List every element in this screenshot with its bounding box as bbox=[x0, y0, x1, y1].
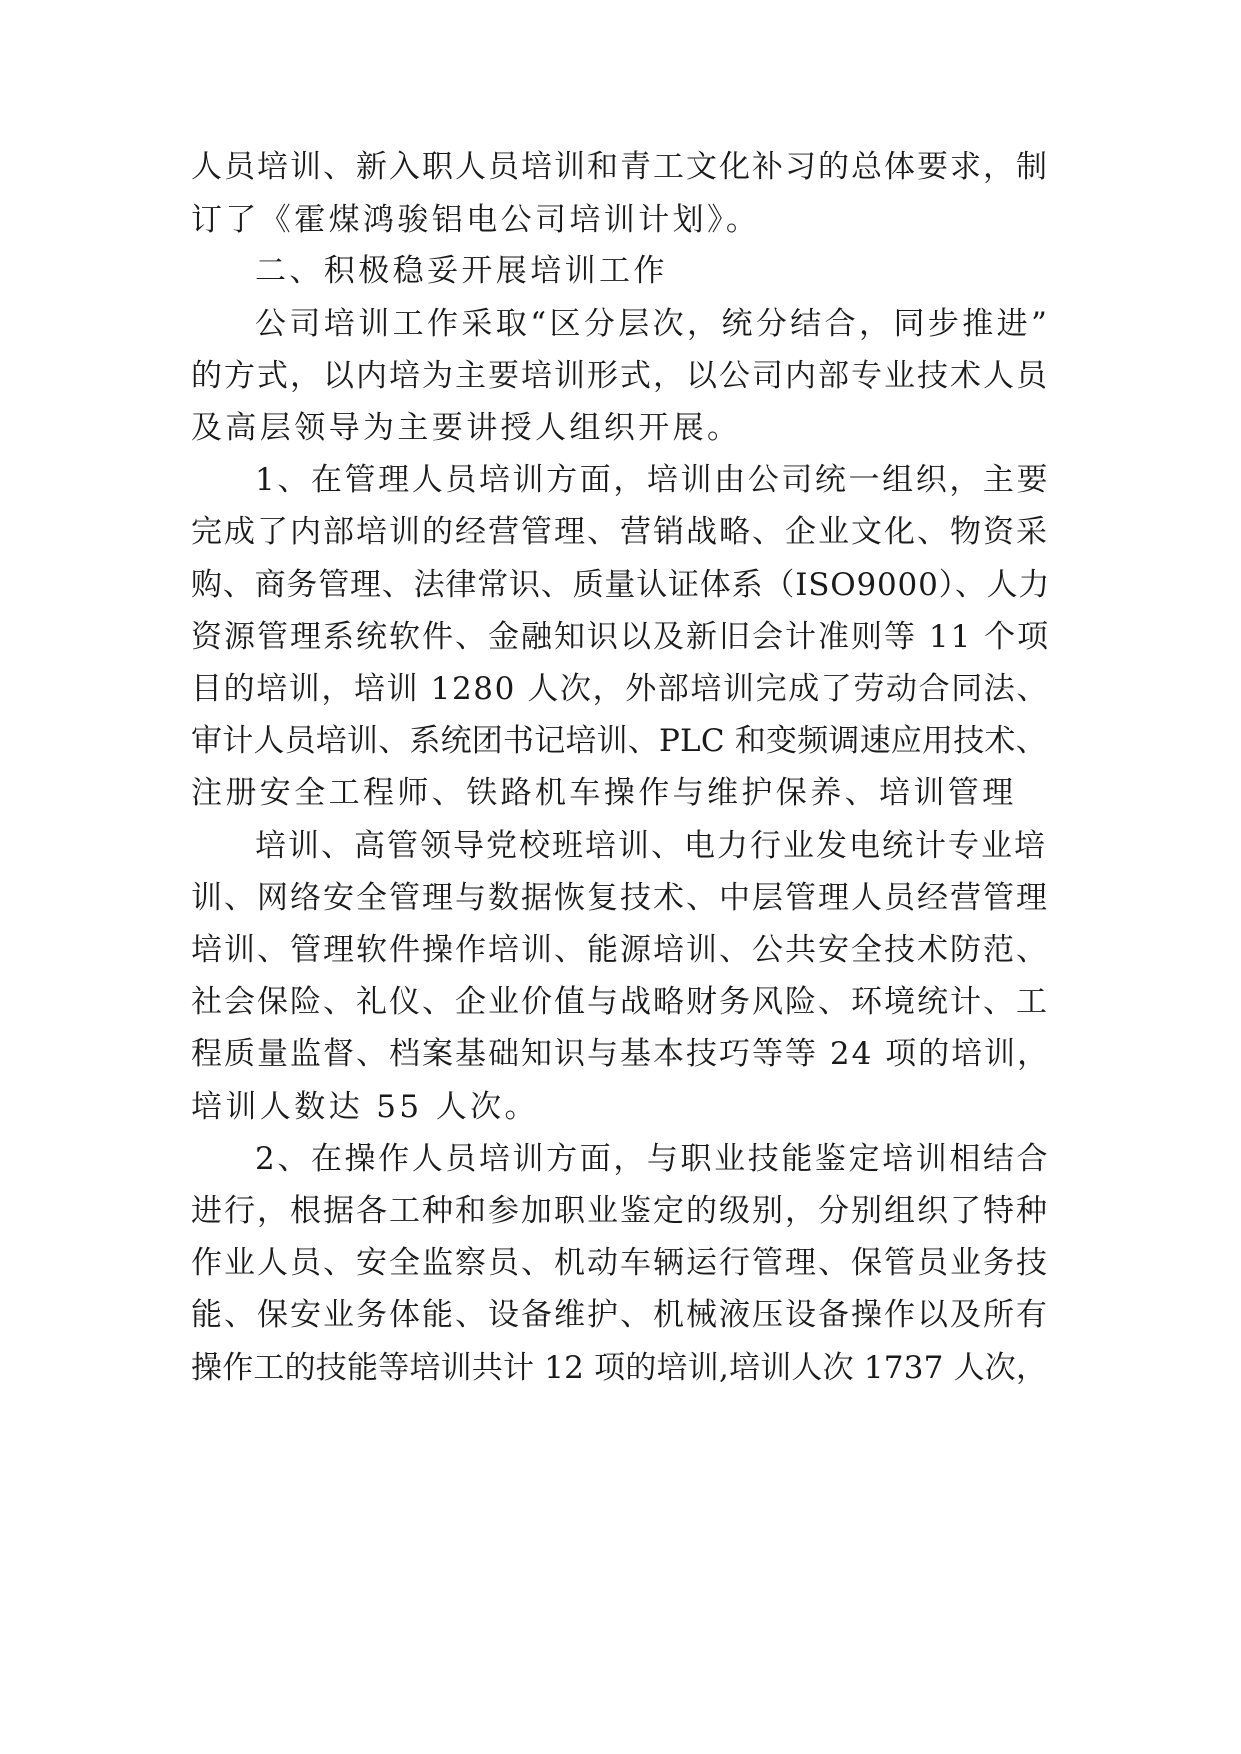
text-line: 社会保险、礼仪、企业价值与战略财务风险、环境统计、工 bbox=[191, 984, 1049, 1020]
text-line: 训、网络安全管理与数据恢复技术、中层管理人员经营管理 bbox=[191, 880, 1049, 916]
section-heading: 二、积极稳妥开展培训工作 bbox=[255, 253, 668, 289]
text-line: 培训、管理软件操作培训、能源培训、公共安全技术防范、 bbox=[191, 932, 1049, 968]
text-line: 的方式，以内培为主要培训形式，以公司内部专业技术人员 bbox=[191, 358, 1049, 394]
text-line: 人员培训、新入职人员培训和青工文化补习的总体要求，制 bbox=[191, 149, 1049, 185]
text-line: 资源管理系统软件、金融知识以及新旧会计准则等 11 个项 bbox=[191, 619, 1051, 655]
text-line: 完成了内部培训的经营管理、营销战略、企业文化、物资采 bbox=[191, 514, 1049, 550]
text-line: 购、商务管理、法律常识、质量认证体系（ISO9000）、人力 bbox=[191, 567, 1051, 603]
text-line: 审计人员培训、系统团书记培训、PLC 和变频调速应用技术、 bbox=[191, 723, 1047, 759]
text-line: 订了《霍煤鸿骏铝电公司培训计划》。 bbox=[191, 202, 761, 238]
text-line: 培训、高管领导党校班培训、电力行业发电统计专业培 bbox=[255, 828, 1047, 864]
text-line: 进行，根据各工种和参加职业鉴定的级别，分别组织了特种 bbox=[191, 1193, 1049, 1229]
text-line: 目的培训，培训 1280 人次，外部培训完成了劳动合同法、 bbox=[191, 671, 1049, 707]
text-line: 能、保安业务体能、设备维护、机械液压设备操作以及所有 bbox=[191, 1297, 1049, 1333]
text-line: 及高层领导为主要讲授人组织开展。 bbox=[191, 410, 742, 446]
text-line: 1、在管理人员培训方面，培训由公司统一组织，主要 bbox=[255, 462, 1051, 498]
text-line: 作业人员、安全监察员、机动车辆运行管理、保管员业务技 bbox=[191, 1245, 1049, 1281]
text-line: 程质量监督、档案基础知识与基本技巧等等 24 项的培训， bbox=[191, 1036, 1051, 1072]
text-line: 公司培训工作采取“区分层次，统分结合，同步推进” bbox=[255, 306, 1051, 342]
text-line: 2、在操作人员培训方面，与职业技能鉴定培训相结合 bbox=[255, 1141, 1051, 1177]
text-line: 操作工的技能等培训共计 12 项的培训,培训人次 1737 人次， bbox=[191, 1350, 1048, 1386]
text-line: 培训人数达 55 人次。 bbox=[191, 1089, 539, 1125]
text-line: 注册安全工程师、铁路机车操作与维护保养、培训管理 bbox=[191, 775, 1017, 811]
